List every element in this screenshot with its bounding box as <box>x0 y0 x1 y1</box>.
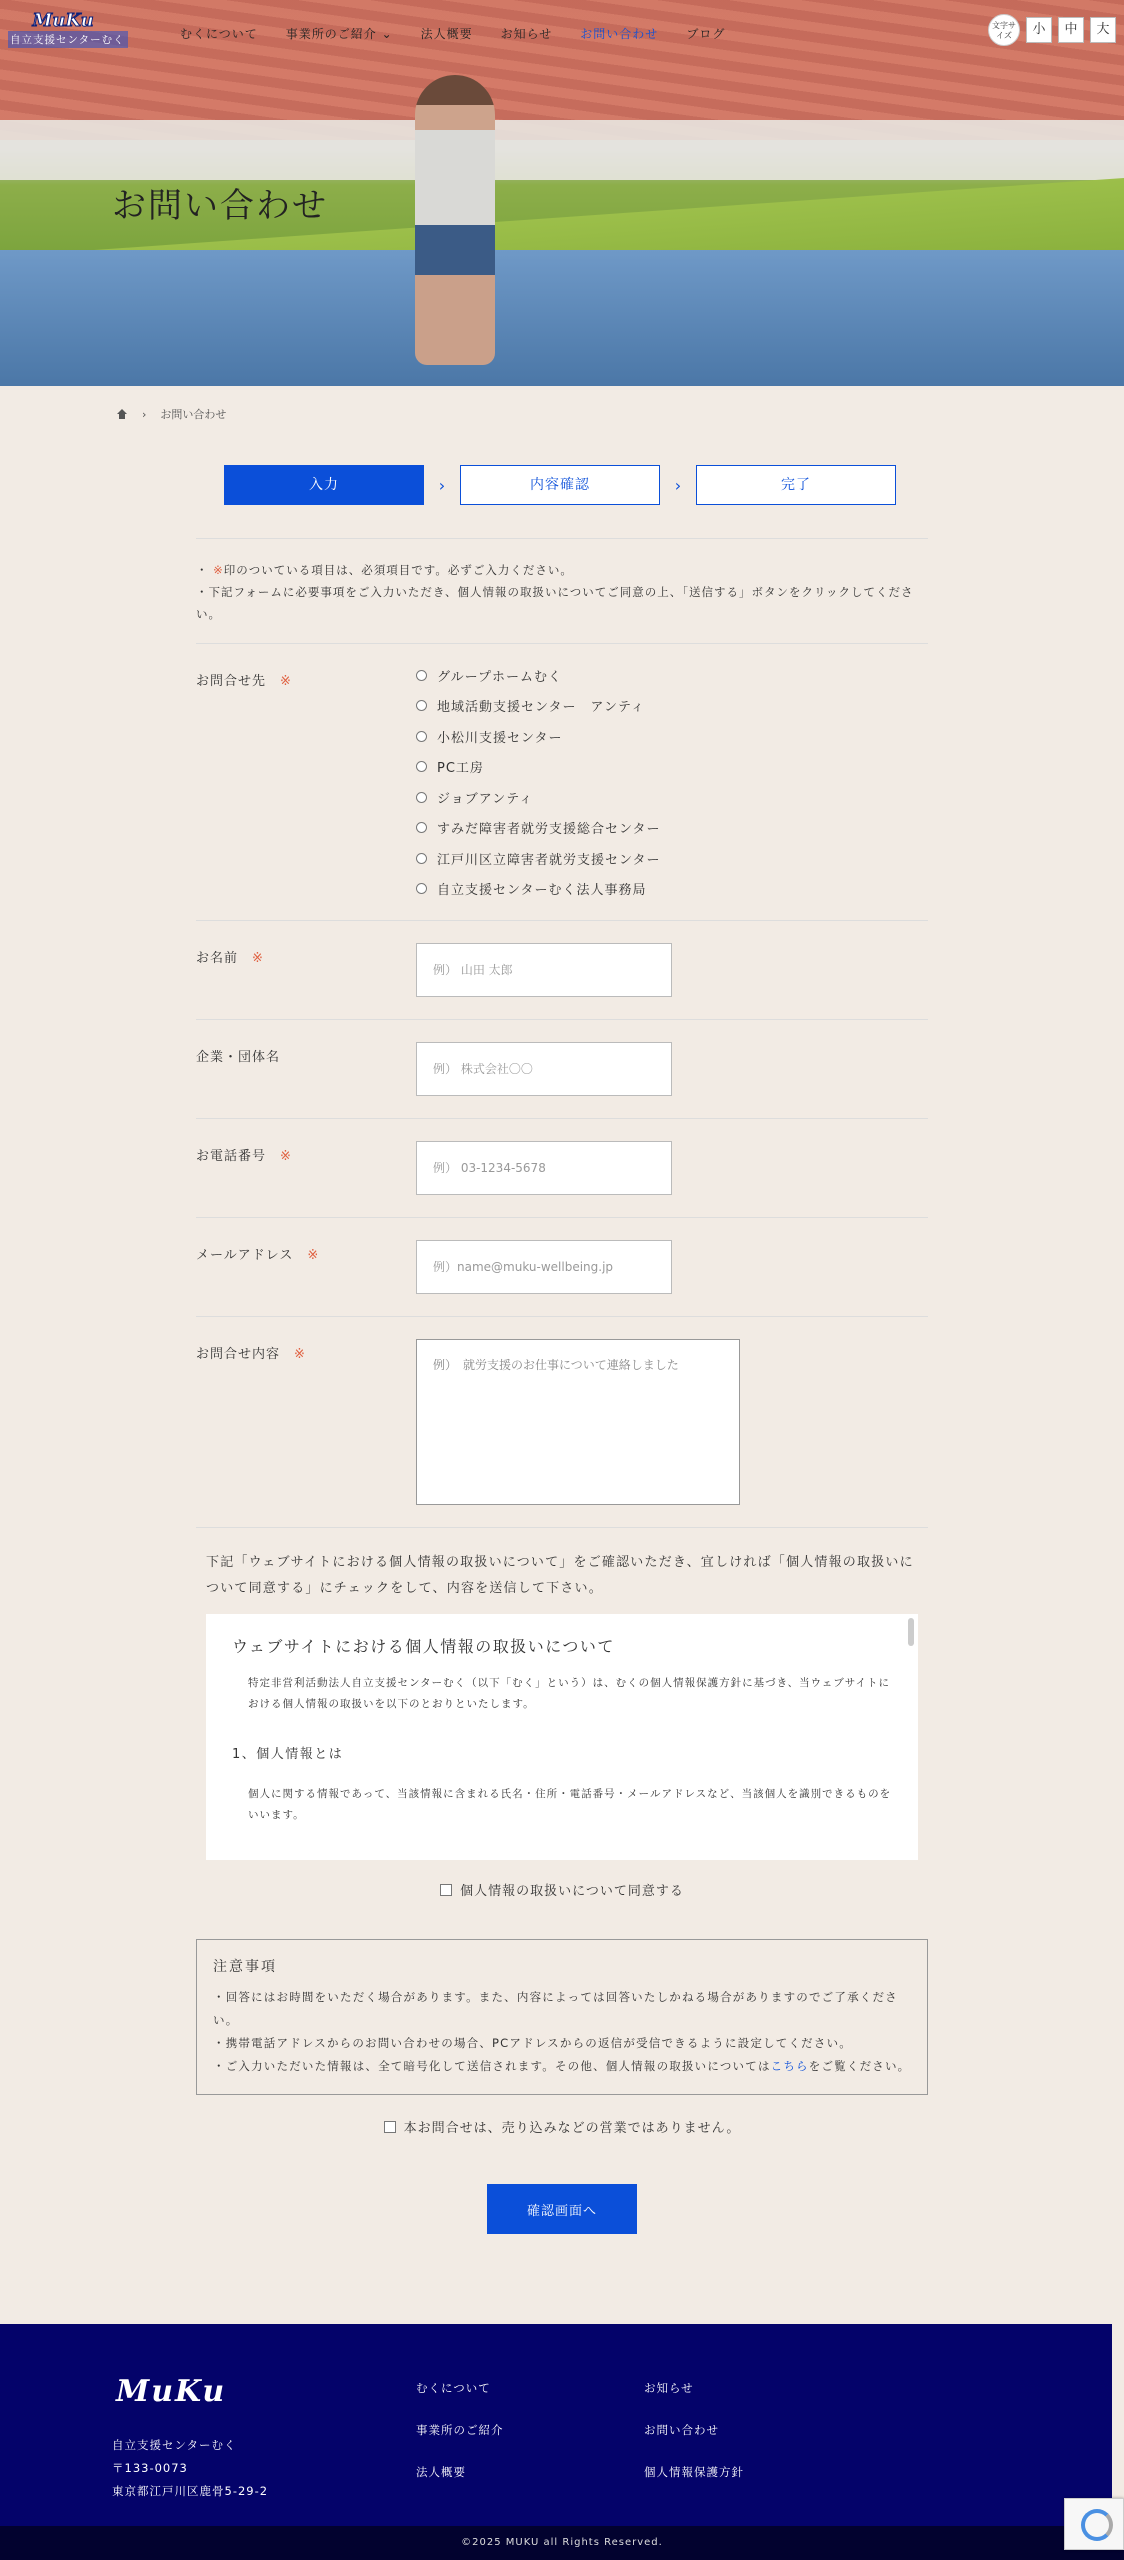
font-size-medium-button[interactable]: 中 <box>1058 17 1084 43</box>
nav-blog[interactable]: ブログ <box>686 27 726 41</box>
global-nav <box>180 25 725 42</box>
caution-line3: ・ご入力いただいた情報は、全て暗号化して送信されます。その他、個人情報の取扱いについては <box>213 2059 771 2073</box>
footer-link-contact[interactable]: お問い合わせ <box>644 2423 719 2437</box>
message-row <box>196 1317 928 1528</box>
option-label: ジョブアンティ <box>437 791 534 807</box>
destination-option[interactable] <box>416 788 660 807</box>
name-input[interactable]: 例） 山田 太郎 <box>416 943 672 997</box>
radio-button[interactable] <box>416 792 427 803</box>
step-complete: 完了 <box>696 465 896 505</box>
sales-checkbox[interactable] <box>384 2121 396 2133</box>
notice-line2: ・下記フォームに必要事項をご入力いただき、個人情報の取扱いについてご同意の上、「送信する」ボタンをクリックしてください。 <box>196 585 914 621</box>
footer-nav-col2 <box>644 2380 744 2480</box>
footer-link-facilities[interactable]: 事業所のご紹介 <box>416 2423 504 2437</box>
radio-button[interactable] <box>416 853 427 864</box>
option-label: PC工房 <box>437 761 484 777</box>
destination-row <box>196 644 928 921</box>
required-mark: ※ <box>280 1149 292 1164</box>
option-label: 地域活動支援センター アンティ <box>437 700 645 716</box>
copyright: ©2025 MUKU all Rights Reserved. <box>0 2526 1124 2560</box>
home-icon[interactable] <box>116 409 128 419</box>
font-size-small-button[interactable]: 小 <box>1026 17 1052 43</box>
caution-line1: ・回答にはお時間をいただく場合があります。また、内容によっては回答いたしかねる場合がありますのでご了承ください。 <box>213 1990 898 2027</box>
nav-news[interactable]: お知らせ <box>500 27 553 41</box>
destination-radio-group <box>416 666 660 898</box>
logo-text: 自立支援センターむく <box>8 31 128 48</box>
site-footer <box>0 2324 1112 2526</box>
destination-option[interactable] <box>416 849 660 868</box>
form-notice <box>196 538 928 644</box>
step-confirm: 内容確認 <box>460 465 660 505</box>
name-label: お名前 <box>196 951 239 966</box>
scrollbar[interactable] <box>908 1618 914 1646</box>
notice-line1: 印のついている項目は、必須項目です。必ずご入力ください。 <box>223 563 573 577</box>
option-label: グループホームむく <box>437 669 562 685</box>
radio-button[interactable] <box>416 822 427 833</box>
breadcrumb-separator: › <box>142 407 147 421</box>
privacy-intro: 特定非営利活動法人自立支援センターむく（以下「むく」という）は、むくの個人情報保護方針に基づき、当ウェブサイトにおける個人情報の取扱いを以下のとおりといたします。 <box>248 1677 891 1710</box>
destination-option[interactable] <box>416 697 660 716</box>
footer-logo[interactable]: MuKu <box>116 2374 227 2409</box>
phone-row <box>196 1119 928 1218</box>
email-input[interactable]: 例）name@muku-wellbeing.jp <box>416 1240 672 1294</box>
footer-link-news[interactable]: お知らせ <box>644 2381 694 2395</box>
contact-form <box>196 538 928 2234</box>
required-mark: ※ <box>213 563 224 577</box>
privacy-policy-scrollbox[interactable] <box>206 1614 918 1860</box>
option-label: 小松川支援センター <box>437 730 563 746</box>
privacy-agree-label: 個人情報の取扱いについて同意する <box>460 1884 684 1899</box>
required-mark: ※ <box>307 1248 320 1263</box>
radio-button[interactable] <box>416 883 427 894</box>
required-mark: ※ <box>252 951 264 966</box>
footer-link-about[interactable]: むくについて <box>416 2381 491 2395</box>
option-label: 江戸川区立障害者就労支援センター <box>437 852 661 868</box>
chevron-right-icon: › <box>674 475 682 495</box>
message-textarea[interactable]: 例） 就労支援のお仕事について連絡しました <box>416 1339 740 1505</box>
nav-contact[interactable]: お問い合わせ <box>580 27 659 41</box>
destination-option[interactable] <box>416 880 660 899</box>
footer-link-privacy[interactable]: 個人情報保護方針 <box>644 2465 744 2479</box>
required-mark: ※ <box>280 674 292 689</box>
footer-street: 東京都江戸川区鹿骨5-29-2 <box>112 2484 269 2498</box>
running-track <box>0 250 1124 386</box>
option-label: すみだ障害者就労支援総合センター <box>437 822 661 838</box>
nav-about[interactable]: むくについて <box>180 27 258 41</box>
privacy-agree[interactable] <box>196 1880 928 1899</box>
sales-check[interactable] <box>196 2117 928 2136</box>
destination-option[interactable] <box>416 758 660 777</box>
email-label: メールアドレス <box>196 1248 294 1263</box>
confirm-button[interactable]: 確認画面へ <box>487 2184 637 2234</box>
breadcrumb-current: お問い合わせ <box>160 408 227 421</box>
footer-link-corporate[interactable]: 法人概要 <box>416 2465 466 2479</box>
recaptcha-badge[interactable] <box>1064 2498 1124 2550</box>
option-label: 自立支援センターむく法人事務局 <box>437 883 647 899</box>
message-label: お問合せ内容 <box>196 1347 281 1362</box>
radio-button[interactable] <box>416 761 427 772</box>
caution-line2: ・携帯電話アドレスからのお問い合わせの場合、PCアドレスからの返信が受信できるように設定してください。 <box>213 2036 852 2050</box>
logo-mark: MuKu <box>32 10 94 31</box>
site-logo[interactable] <box>8 10 128 48</box>
destination-option[interactable] <box>416 666 660 685</box>
radio-button[interactable] <box>416 731 427 742</box>
destination-option[interactable] <box>416 819 660 838</box>
sales-check-label: 本お問合せは、売り込みなどの営業ではありません。 <box>403 2121 741 2136</box>
destination-label: お問合せ先 <box>196 674 267 689</box>
stadium-stands <box>0 0 1124 140</box>
page-title: お問い合わせ <box>112 186 328 226</box>
required-mark: ※ <box>294 1347 306 1362</box>
radio-button[interactable] <box>416 670 427 681</box>
phone-input[interactable]: 例） 03-1234-5678 <box>416 1141 672 1195</box>
chevron-right-icon: › <box>438 475 446 495</box>
running-child-photo <box>590 100 662 355</box>
stadium-wall <box>0 120 1124 180</box>
nav-facilities[interactable]: 事業所のご紹介 ⌄ <box>285 27 393 41</box>
company-row <box>196 1020 928 1119</box>
step-input: 入力 <box>224 465 424 505</box>
form-steps <box>224 465 896 505</box>
footer-org: 自立支援センターむく <box>112 2438 237 2452</box>
destination-option[interactable] <box>416 727 660 746</box>
caution-line3-suffix: をご覧ください。 <box>808 2059 911 2073</box>
font-size-label: 文字サイズ <box>988 14 1020 46</box>
email-row <box>196 1218 928 1317</box>
privacy-section-title: 1、個人情報とは <box>232 1747 344 1762</box>
privacy-section-body: 個人に関する情報であって、当該情報に含まれる氏名・住所・電話番号・メールアドレスなど、当該個人を識別できるものをいいます。 <box>248 1788 892 1821</box>
privacy-link[interactable]: こちら <box>770 2059 809 2073</box>
footer-address <box>112 2434 268 2503</box>
font-size-large-button[interactable]: 大 <box>1090 17 1116 43</box>
privacy-agree-checkbox[interactable] <box>440 1884 452 1896</box>
phone-label: お電話番号 <box>196 1149 267 1164</box>
company-input[interactable]: 例） 株式会社〇〇 <box>416 1042 672 1096</box>
nav-corporate[interactable]: 法人概要 <box>420 27 473 41</box>
caution-title: 注意事項 <box>213 1959 277 1975</box>
name-row <box>196 921 928 1020</box>
footer-nav-col1 <box>416 2380 504 2480</box>
running-child-photo <box>415 75 495 365</box>
privacy-lead: 下記「ウェブサイトにおける個人情報の取扱いについて」をご確認いただき、宜しければ「個人情報の取扱いについて同意する」にチェックをして、内容を送信して下さい。 <box>206 1555 914 1596</box>
caution-box <box>196 1939 928 2095</box>
company-label: 企業・団体名 <box>196 1050 281 1065</box>
privacy-title: ウェブサイトにおける個人情報の取扱いについて <box>232 1637 615 1656</box>
footer-zip: 〒133-0073 <box>112 2461 188 2475</box>
hero-banner <box>0 0 1124 386</box>
font-size-switcher <box>988 14 1116 46</box>
notice-bullet: ・ <box>196 563 209 577</box>
breadcrumb <box>116 406 226 422</box>
radio-button[interactable] <box>416 700 427 711</box>
